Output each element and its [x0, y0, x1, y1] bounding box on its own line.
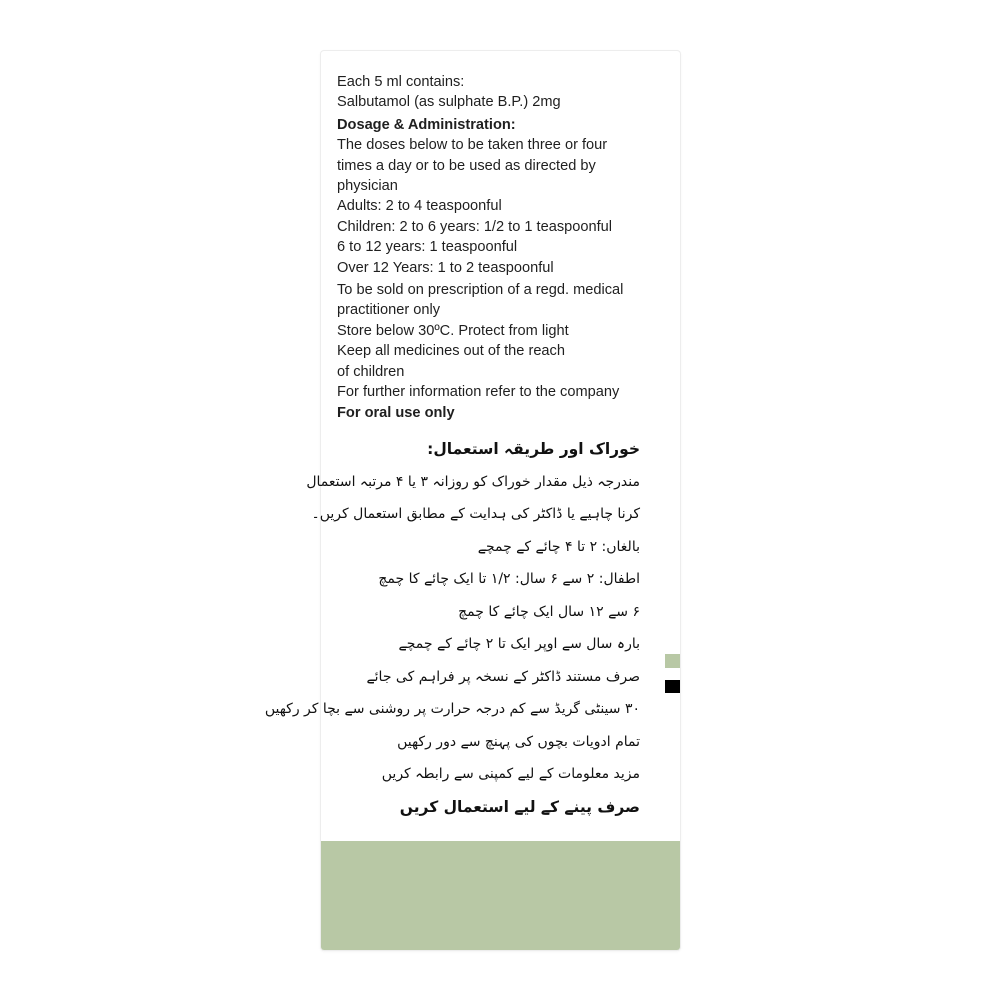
- urdu-line: بارہ سال سے اوپر ایک تا ۲ چائے کے چمچے: [398, 636, 640, 652]
- prescription-note: To be sold on prescription of a regd. medical: [337, 282, 624, 299]
- dosage-line: times a day or to be used as directed by: [337, 157, 596, 174]
- adult-dose-line: Adults: 2 to 4 teaspoonful: [337, 198, 502, 215]
- oral-use-note: For oral use only: [337, 404, 455, 421]
- medicine-label-panel: [264, 51, 680, 950]
- composition-line: Salbutamol (as sulphate B.P.) 2mg: [337, 94, 561, 111]
- dosage-line: The doses below to be taken three or four: [337, 137, 608, 154]
- urdu-heading: خوراک اور طریقہ استعمال:: [427, 440, 640, 458]
- urdu-instructions: [264, 433, 640, 823]
- urdu-line: ۳۰ سینٹی گریڈ سے کم درجہ حرارت پر روشنی سے بچا کر رکھیں: [264, 701, 640, 717]
- children-dose-line: 6 to 12 years: 1 teaspoonful: [337, 239, 518, 256]
- urdu-line: صرف مستند ڈاکٹر کے نسخہ پر فراہم کی جائے: [366, 668, 640, 685]
- urdu-line: بالغاں: ۲ تا ۴ چائے کے چمچے: [477, 538, 640, 555]
- storage-note: Store below 30ºC. Protect from light: [337, 322, 569, 339]
- information-note: For further information refer to the company: [337, 384, 620, 401]
- urdu-line: کرنا چاہیے یا ڈاکٹر کی ہدایت کے مطابق استعمال کریں۔: [311, 506, 640, 522]
- composition-heading: Each 5 ml contains:: [337, 74, 465, 90]
- urdu-footer: صرف پینے کے لیے استعمال کریں: [399, 797, 640, 816]
- reach-warning: of children: [337, 363, 405, 380]
- english-instructions: [337, 72, 677, 423]
- reach-warning: Keep all medicines out of the reach: [337, 343, 565, 360]
- urdu-line: ۶ سے ۱۲ سال ایک چائے کا چمچ: [458, 603, 640, 620]
- urdu-line: مزید معلومات کے لیے کمپنی سے رابطہ کریں: [381, 766, 640, 782]
- over-12-dose-line: Over 12 Years: 1 to 2 teaspoonful: [337, 259, 554, 276]
- green-color-swatch: [665, 654, 680, 668]
- children-dose-line: Children: 2 to 6 years: 1/2 to 1 teaspoonful: [337, 218, 613, 235]
- urdu-line: تمام ادویات بچوں کی پہنچ سے دور رکھیں: [397, 733, 640, 750]
- dosage-heading: Dosage & Administration:: [337, 116, 516, 133]
- urdu-line: مندرجہ ذیل مقدار خوراک کو روزانہ ۳ یا ۴ مرتبہ استعمال: [306, 473, 640, 490]
- black-color-swatch: [665, 680, 680, 693]
- prescription-note: practitioner only: [337, 302, 441, 319]
- green-color-band: [321, 841, 680, 950]
- urdu-line: اطفال: ۲ سے ۶ سال: ۱/۲ تا ایک چائے کا چمچ: [378, 571, 640, 587]
- dosage-line: physician: [337, 178, 398, 195]
